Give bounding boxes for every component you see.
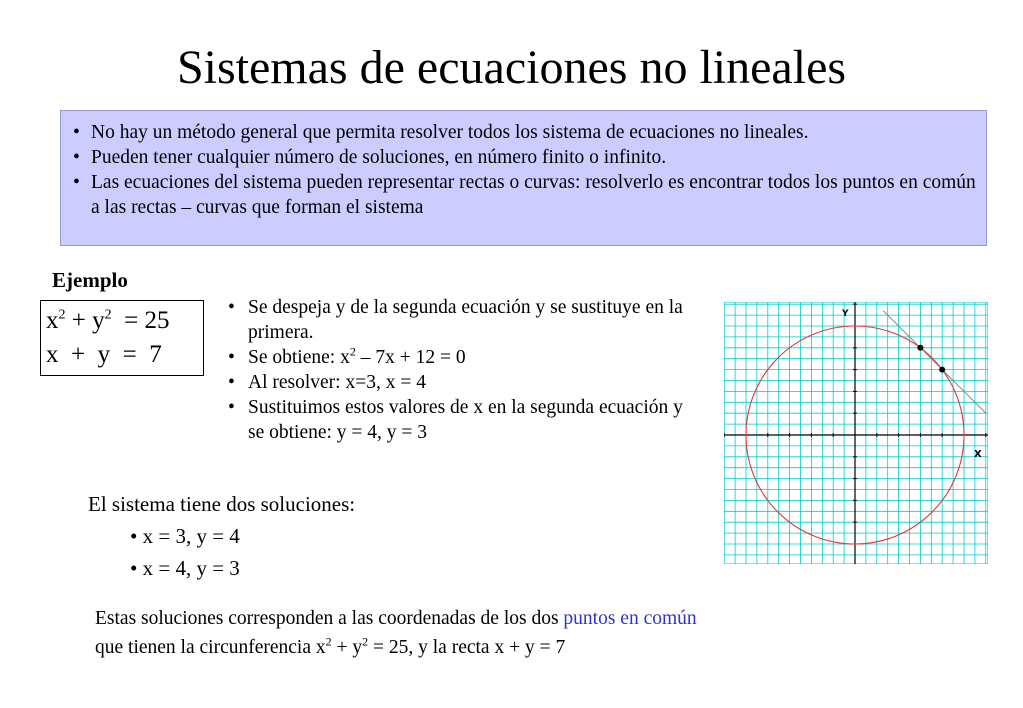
intersection-point <box>939 367 945 373</box>
info-bullet: • Las ecuaciones del sistema pueden representar rectas o curvas: resolverlo es encontrar todos los puntos en común a las rectas – curvas que forman el sistema <box>73 170 976 220</box>
step-item: • Sustituimos estos valores de x en la segunda ecuación y se obtiene: y = 4, y = 3 <box>228 395 698 445</box>
final-part2: que tienen la circunferencia x <box>95 637 326 658</box>
solutions-list <box>130 520 240 584</box>
equation-1 <box>46 304 203 338</box>
eq1-plus: + y <box>65 307 105 334</box>
common-points-highlight: puntos en común <box>563 608 697 629</box>
conclusion-text: El sistema tiene dos soluciones: <box>88 492 356 516</box>
info-bullet: • Pueden tener cualquier número de soluciones, en número finito o infinito. <box>73 145 976 170</box>
example-heading: Ejemplo <box>52 268 128 292</box>
page-title: Sistemas de ecuaciones no lineales <box>176 41 847 94</box>
step-item: • Se despeja y de la segunda ecuación y se sustituye en la primera. <box>228 295 698 345</box>
coordinate-graph <box>724 302 988 564</box>
final-exp1: 2 <box>325 634 332 649</box>
eq1-rhs: = 25 <box>111 307 170 334</box>
x-axis-label: X <box>974 449 982 460</box>
final-note <box>95 604 697 662</box>
step2-pre: Se obtiene: x <box>248 347 350 368</box>
info-bullet: • No hay un método general que permita resolver todos los sistema de ecuaciones no lineales. <box>73 120 976 145</box>
final-line-2 <box>95 633 697 662</box>
solution-item: • x = 3, y = 4 <box>130 524 240 548</box>
solution-steps <box>228 295 698 445</box>
equation-2: x + y = 7 <box>46 341 162 368</box>
final-part1: Estas soluciones corresponden a las coordenadas de los dos <box>95 608 564 629</box>
final-part3: + y <box>331 637 363 658</box>
eq1-exp1: 2 <box>58 307 66 323</box>
solution-item: • x = 4, y = 3 <box>130 556 240 580</box>
step-item <box>228 345 698 370</box>
final-exp2: 2 <box>362 634 369 649</box>
equation-system-box <box>40 300 204 376</box>
step2-post: – 7x + 12 = 0 <box>355 347 466 368</box>
intersection-point <box>917 345 923 351</box>
step-item: • Al resolver: x=3, x = 4 <box>228 370 698 395</box>
info-box <box>60 110 987 246</box>
final-line-1 <box>95 604 697 633</box>
eq1-x: x <box>46 307 59 334</box>
eq1-exp2: 2 <box>104 307 112 323</box>
graph-frame <box>724 302 988 564</box>
step2-exp: 2 <box>349 344 356 359</box>
y-axis-label: Y <box>842 309 849 319</box>
final-part4: = 25, y la recta x + y = 7 <box>368 637 566 658</box>
